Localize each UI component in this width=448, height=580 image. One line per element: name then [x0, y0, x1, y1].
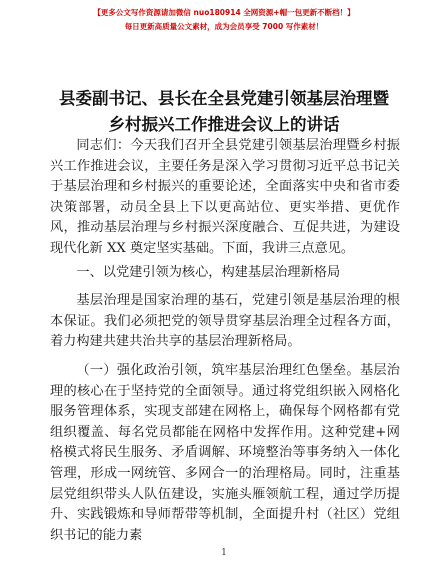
section-heading-1: 一、以党建引领为核心，构建基层治理新格局 [76, 264, 341, 280]
opening-paragraph: 同志们：今天我们召开全县党建引领基层治理暨乡村振兴工作推进会议，主要任务是深入学习贯彻习近平总书记关于基层治理和乡村振兴的重要论述，全面落实中央和省市委决策部署，动员全县上下以更高站位、更实举措、更优作风，推动基层治理与乡村振兴深度融合、互促共进，为建设现代化新 XX 奠定坚实基础。下面，我讲三点意见。 [50, 138, 400, 256]
document-body [50, 136, 400, 546]
promo-banner-line-1: 【更多公文写作资源请加微信 nuo180914 全网资源+帽一包更新不断档！】 [93, 8, 355, 17]
subsection-1-paragraph: （一）强化政治引领，筑牢基层治理红色堡垒。基层治理的核心在于坚持党的全面领导。通过将党组织嵌入网格化服务管理体系，实现支部建在网格上，确保每个网格都有党组织覆盖、每名党员都能在网格中发挥作用。这种党建+网格模式将民生服务、矛盾调解、环境整治等事务纳入一体化管理，形成一网统管、多网合一的治理格局。同时，注重基层党组织带头人队伍建设，实施头雁领航工程，通过学历提升、实践锻炼和导师帮带等机制，全面提升村（社区）党组织书记的能力素 [50, 362, 400, 543]
promo-banner [0, 6, 448, 33]
section-1-intro-paragraph: 基层治理是国家治理的基石，党建引领是基层治理的根本保证。我们必须把党的领导贯穿基层治理全过程各方面，着力构建共建共治共享的基层治理新格局。 [50, 293, 400, 350]
page-number: 1 [221, 548, 227, 558]
document-title [0, 86, 448, 138]
title-line-1: 县委副书记、县长在全县党建引领基层治理暨 [59, 89, 389, 108]
title-line-2: 乡村振兴工作推进会议上的讲话 [108, 115, 340, 134]
promo-banner-line-2: 每日更新高质量公文素材，成为会员享受 7000 写作素材！ [124, 22, 324, 31]
